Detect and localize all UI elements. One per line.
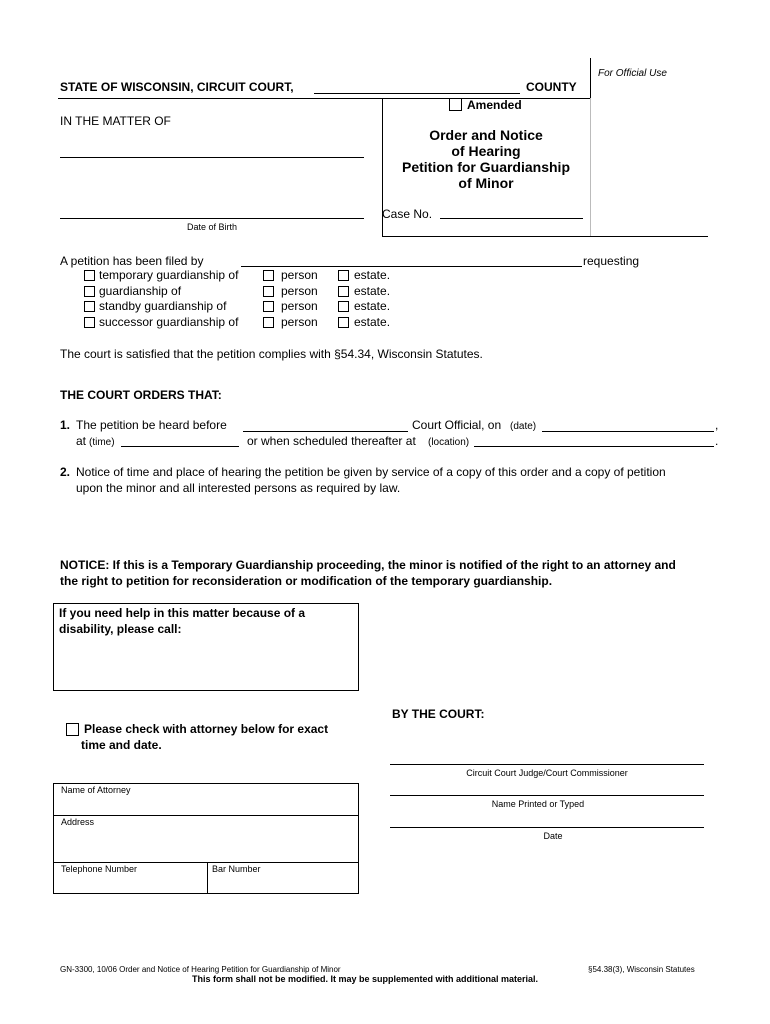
disability-line-2: disability, please call: [59, 622, 182, 636]
in-the-matter-label: IN THE MATTER OF [60, 114, 171, 128]
filed-by-line[interactable] [241, 266, 582, 267]
option-temporary: temporary guardianship of [99, 268, 239, 282]
standby-person-checkbox[interactable] [263, 301, 274, 312]
option-guardianship: guardianship of [99, 284, 182, 298]
temporary-person-label: person [281, 268, 318, 282]
successor-person-checkbox[interactable] [263, 317, 274, 328]
attorney-check-line-1: Please check with attorney below for exact [84, 722, 329, 736]
court-orders-heading: THE COURT ORDERS THAT: [60, 388, 222, 402]
guardianship-person-checkbox[interactable] [263, 286, 274, 297]
date-label: (date) [510, 421, 537, 432]
attorney-bar-number-field[interactable]: Bar Number [212, 864, 261, 874]
case-box-right [590, 98, 591, 236]
footer-statute: §54.38(3), Wisconsin Statutes [588, 965, 695, 974]
form-title [382, 127, 590, 191]
standby-estate-checkbox[interactable] [338, 301, 349, 312]
signature-date-line[interactable] [390, 827, 704, 828]
case-no-label: Case No. [382, 207, 433, 221]
order-1-comma: , [715, 418, 719, 432]
disability-help-box [53, 603, 359, 691]
successor-guardianship-checkbox[interactable] [84, 317, 95, 328]
state-court-label: STATE OF WISCONSIN, CIRCUIT COURT, [60, 80, 294, 94]
order-1-period: . [715, 434, 719, 448]
standby-person-label: person [281, 299, 318, 313]
temporary-person-checkbox[interactable] [263, 270, 274, 281]
judge-signature-line[interactable] [390, 764, 704, 765]
order-1-number: 1. [60, 418, 71, 432]
standby-guardianship-checkbox[interactable] [84, 301, 95, 312]
printed-name-caption: Name Printed or Typed [491, 799, 585, 809]
time-label: (time) [89, 437, 115, 448]
title-line-4: of Minor [458, 175, 514, 191]
attorney-telephone-field[interactable]: Telephone Number [61, 864, 138, 874]
dob-line[interactable] [60, 218, 364, 219]
disability-line-1: If you need help in this matter because of a [59, 606, 306, 620]
county-name-line[interactable] [314, 93, 520, 94]
notice-line-1: NOTICE: If this is a Temporary Guardianship proceeding, the minor is notified of the right to an attorney and [60, 558, 676, 572]
attorney-box-divider-1 [53, 815, 359, 816]
order-2-line-2: upon the minor and all interested persons as required by law. [76, 481, 401, 495]
official-use-divider [590, 58, 591, 98]
notice-line-2: the right to petition for reconsideration or modification of the temporary guardianship. [60, 574, 553, 588]
temporary-estate-label: estate. [354, 268, 391, 282]
hearing-date-line[interactable] [542, 431, 714, 432]
successor-estate-checkbox[interactable] [338, 317, 349, 328]
temporary-estate-checkbox[interactable] [338, 270, 349, 281]
county-label: COUNTY [526, 80, 577, 94]
dob-caption: Date of Birth [186, 222, 238, 232]
attorney-info-box [53, 783, 359, 894]
order-1-text-a: The petition be heard before [76, 418, 227, 432]
judge-caption: Circuit Court Judge/Court Commissioner [466, 768, 628, 778]
option-successor: successor guardianship of [99, 315, 239, 329]
court-satisfied-text: The court is satisfied that the petition complies with §54.34, Wisconsin Statutes. [60, 347, 483, 361]
order-2-number: 2. [60, 465, 71, 479]
order-1-text-b: Court Official, on [412, 418, 502, 432]
guardianship-estate-checkbox[interactable] [338, 286, 349, 297]
title-line-3: Petition for Guardianship [401, 159, 570, 175]
matter-name-line[interactable] [60, 157, 364, 158]
standby-estate-label: estate. [354, 299, 391, 313]
case-section-rule [382, 236, 708, 237]
hearing-time-line[interactable] [121, 446, 239, 447]
order-1-text-c: or when scheduled thereafter at [247, 434, 416, 448]
attorney-box-vdivider [207, 862, 208, 894]
case-no-line[interactable] [440, 218, 583, 219]
title-line-1: Order and Notice [429, 127, 543, 143]
filed-by-label: A petition has been filed by [60, 254, 204, 268]
attorney-check-line-2: time and date. [81, 738, 162, 752]
guardianship-person-label: person [281, 284, 318, 298]
option-standby: standby guardianship of [99, 299, 227, 313]
guardianship-checkbox[interactable] [84, 286, 95, 297]
title-line-2: of Hearing [451, 143, 521, 159]
hearing-location-line[interactable] [474, 446, 714, 447]
signature-date-caption: Date [543, 831, 563, 841]
check-with-attorney-checkbox[interactable] [66, 723, 79, 736]
footer-form-id: GN-3300, 10/06 Order and Notice of Hearing Petition for Guardianship of Minor [60, 965, 341, 974]
order-2-line-1: Notice of time and place of hearing the petition be given by service of a copy of this order and a copy of petition [76, 465, 666, 479]
temporary-guardianship-checkbox[interactable] [84, 270, 95, 281]
attorney-address-field[interactable]: Address [61, 817, 95, 827]
court-official-line[interactable] [243, 431, 408, 432]
guardianship-estate-label: estate. [354, 284, 391, 298]
order-1-at: at [76, 434, 87, 448]
requesting-label: requesting [583, 254, 640, 268]
amended-checkbox[interactable] [449, 98, 462, 111]
by-the-court-label: BY THE COURT: [392, 707, 485, 721]
location-label: (location) [428, 437, 470, 448]
amended-label: Amended [467, 98, 522, 112]
successor-estate-label: estate. [354, 315, 391, 329]
footer-notice: This form shall not be modified. It may be supplemented with additional material. [192, 974, 539, 984]
official-use-label: For Official Use [598, 68, 667, 79]
printed-name-line[interactable] [390, 795, 704, 796]
attorney-box-divider-2 [53, 862, 359, 863]
successor-person-label: person [281, 315, 318, 329]
attorney-name-field[interactable]: Name of Attorney [61, 785, 131, 795]
